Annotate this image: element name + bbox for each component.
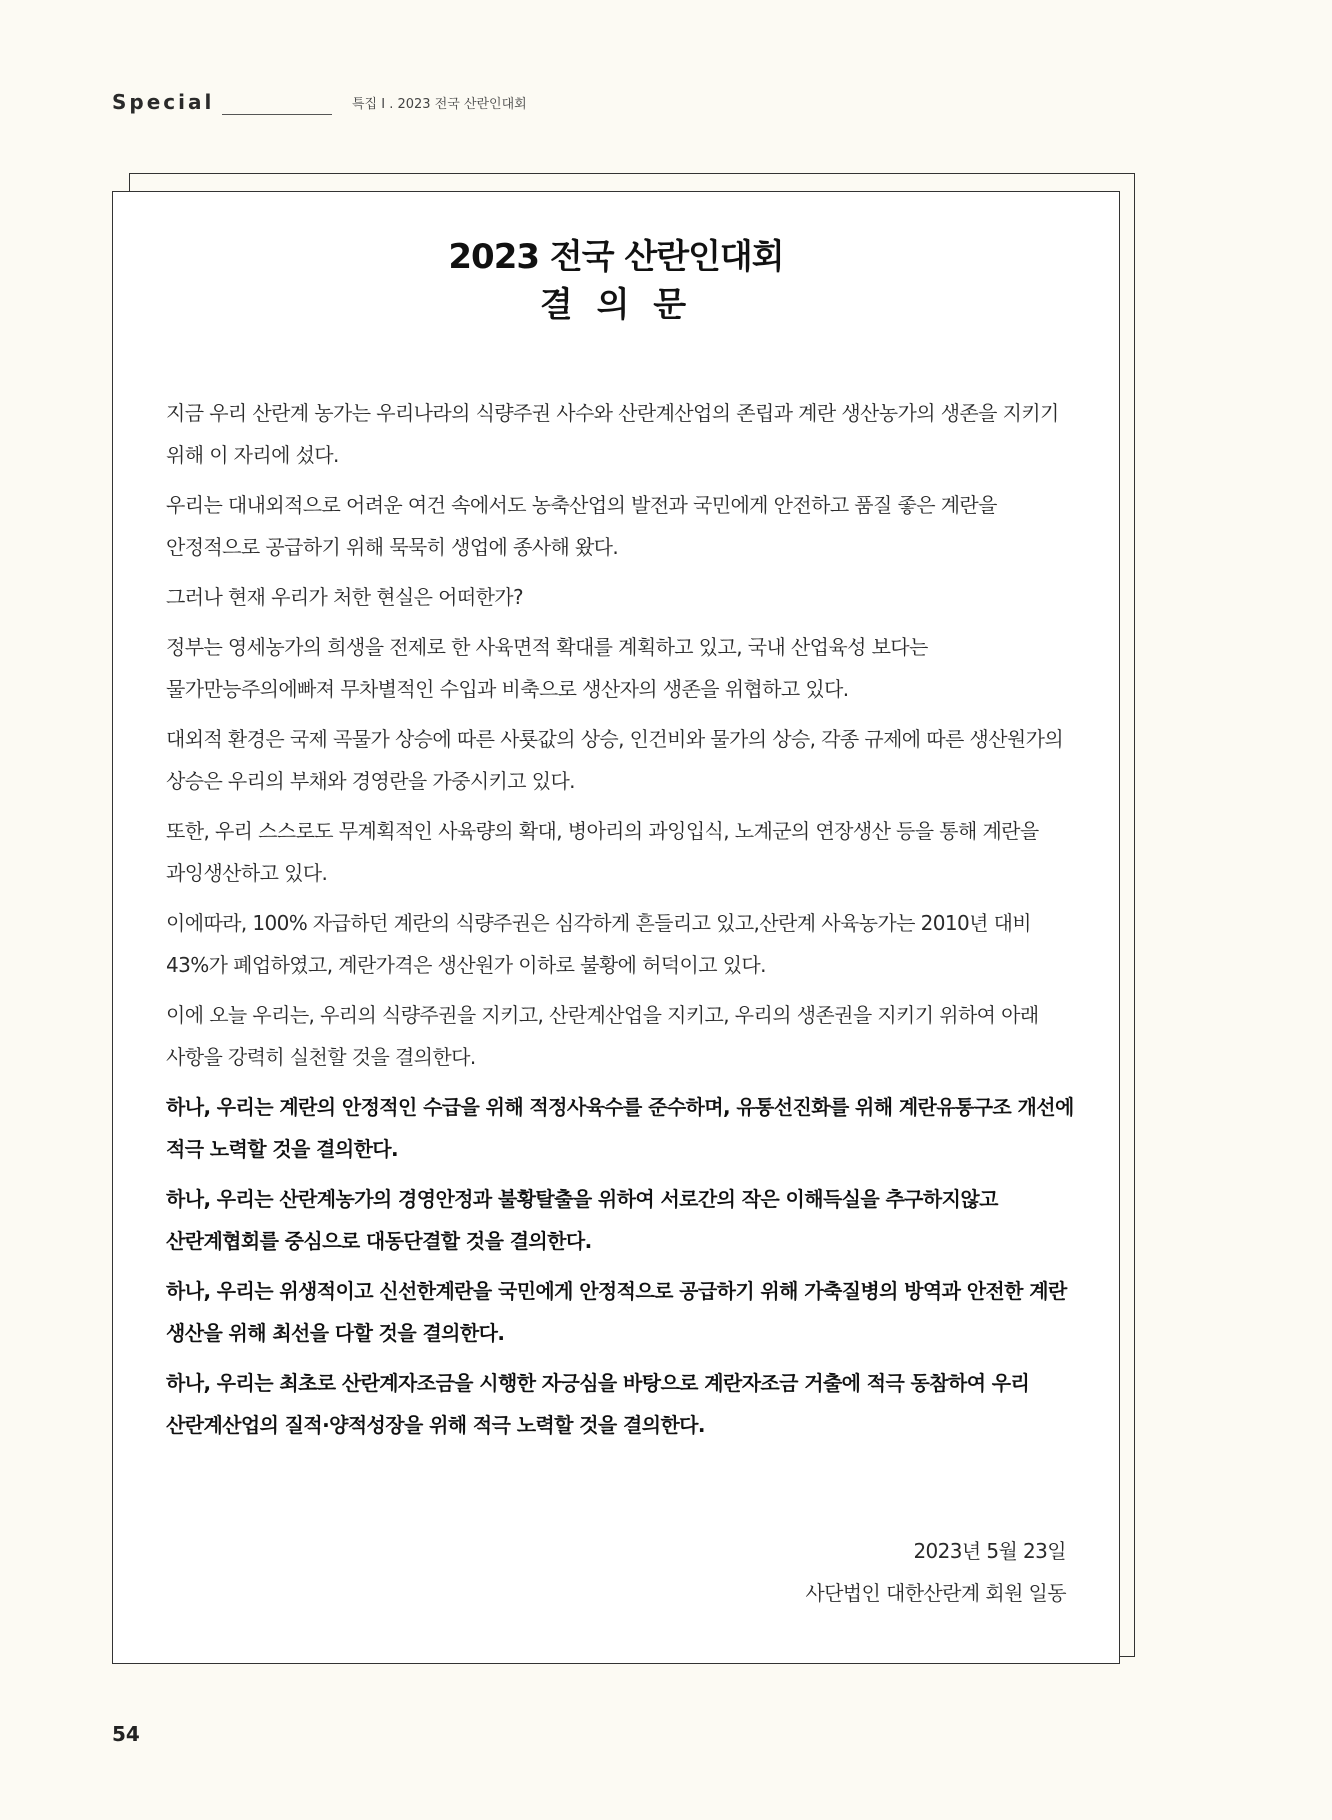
page-number: 54 [112,1722,140,1746]
paragraph: 그러나 현재 우리가 처한 현실은 어떠한가? [166,585,524,609]
resolution-item: 하나, 우리는 산란계농가의 경영안정과 불황탈출을 위하여 서로간의 작은 이해득실을 추구하지않고 산란계협회를 중심으로 대동단결할 것을 결의한다. [166,1187,998,1253]
paragraph: 정부는 영세농가의 희생을 전제로 한 사육면적 확대를 계획하고 있고, 국내 산업육성 보다는 물가만능주의에빠져 무차별적인 수입과 비축으로 생산자의 생존을 위협하고 있다. [166,635,928,701]
paragraph: 우리는 대내외적으로 어려운 여건 속에서도 농축산업의 발전과 국민에게 안전하고 품질 좋은 계란을 안정적으로 공급하기 위해 묵묵히 생업에 종사해 왔다. [166,493,997,559]
resolution-item: 하나, 우리는 계란의 안정적인 수급을 위해 적정사육수를 준수하며, 유통선진화를 위해 계란유통구조 개선에 적극 노력할 것을 결의한다. [166,1095,1074,1161]
paragraph: 이에 오늘 우리는, 우리의 식량주권을 지키고, 산란계산업을 지키고, 우리의 생존권을 지키기 위하여 아래 사항을 강력히 실천할 것을 결의한다. [166,1003,1039,1069]
document-title: 2023 전국 산란인대회 [448,237,784,277]
signature-block [805,1530,1066,1614]
paragraph: 또한, 우리 스스로도 무계획적인 사육량의 확대, 병아리의 과잉입식, 노계군의 연장생산 등을 통해 계란을 과잉생산하고 있다. [166,819,1039,885]
paragraph: 이에따라, 100% 자급하던 계란의 식량주권은 심각하게 흔들리고 있고,산란계 사육농가는 2010년 대비 43%가 폐업하였고, 계란가격은 생산원가 이하로 불황에 허덕이고 있다. [166,911,1032,977]
title-block [113,234,1119,328]
resolution-item: 하나, 우리는 위생적이고 신선한계란을 국민에게 안정적으로 공급하기 위해 가축질병의 방역과 안전한 계란 생산을 위해 최선을 다할 것을 결의한다. [166,1279,1067,1345]
document-body [166,392,1074,1454]
resolution-item: 하나, 우리는 최초로 산란계자조금을 시행한 자긍심을 바탕으로 계란자조금 거출에 적극 동참하여 우리 산란계산업의 질적·양적성장을 위해 적극 노력할 것을 결의한다. [166,1371,1030,1437]
document-subtitle: 결 의 문 [539,285,693,325]
signer: 사단법인 대한산란계 회원 일동 [805,1581,1066,1605]
section-label: Special [112,90,215,114]
paragraph: 지금 우리 산란계 농가는 우리나라의 식량주권 사수와 산란계산업의 존립과 계란 생산농가의 생존을 지키기 위해 이 자리에 섰다. [166,401,1059,467]
paragraph: 대외적 환경은 국제 곡물가 상승에 따른 사룟값의 상승, 인건비와 물가의 상승, 각종 규제에 따른 생산원가의 상승은 우리의 부채와 경영란을 가중시키고 있다. [166,727,1064,793]
header-divider [222,114,332,115]
header-title: 특집 I . 2023 전국 산란인대회 [352,97,527,112]
resolution-document [112,191,1120,1664]
resolution-date: 2023년 5월 23일 [913,1539,1066,1563]
